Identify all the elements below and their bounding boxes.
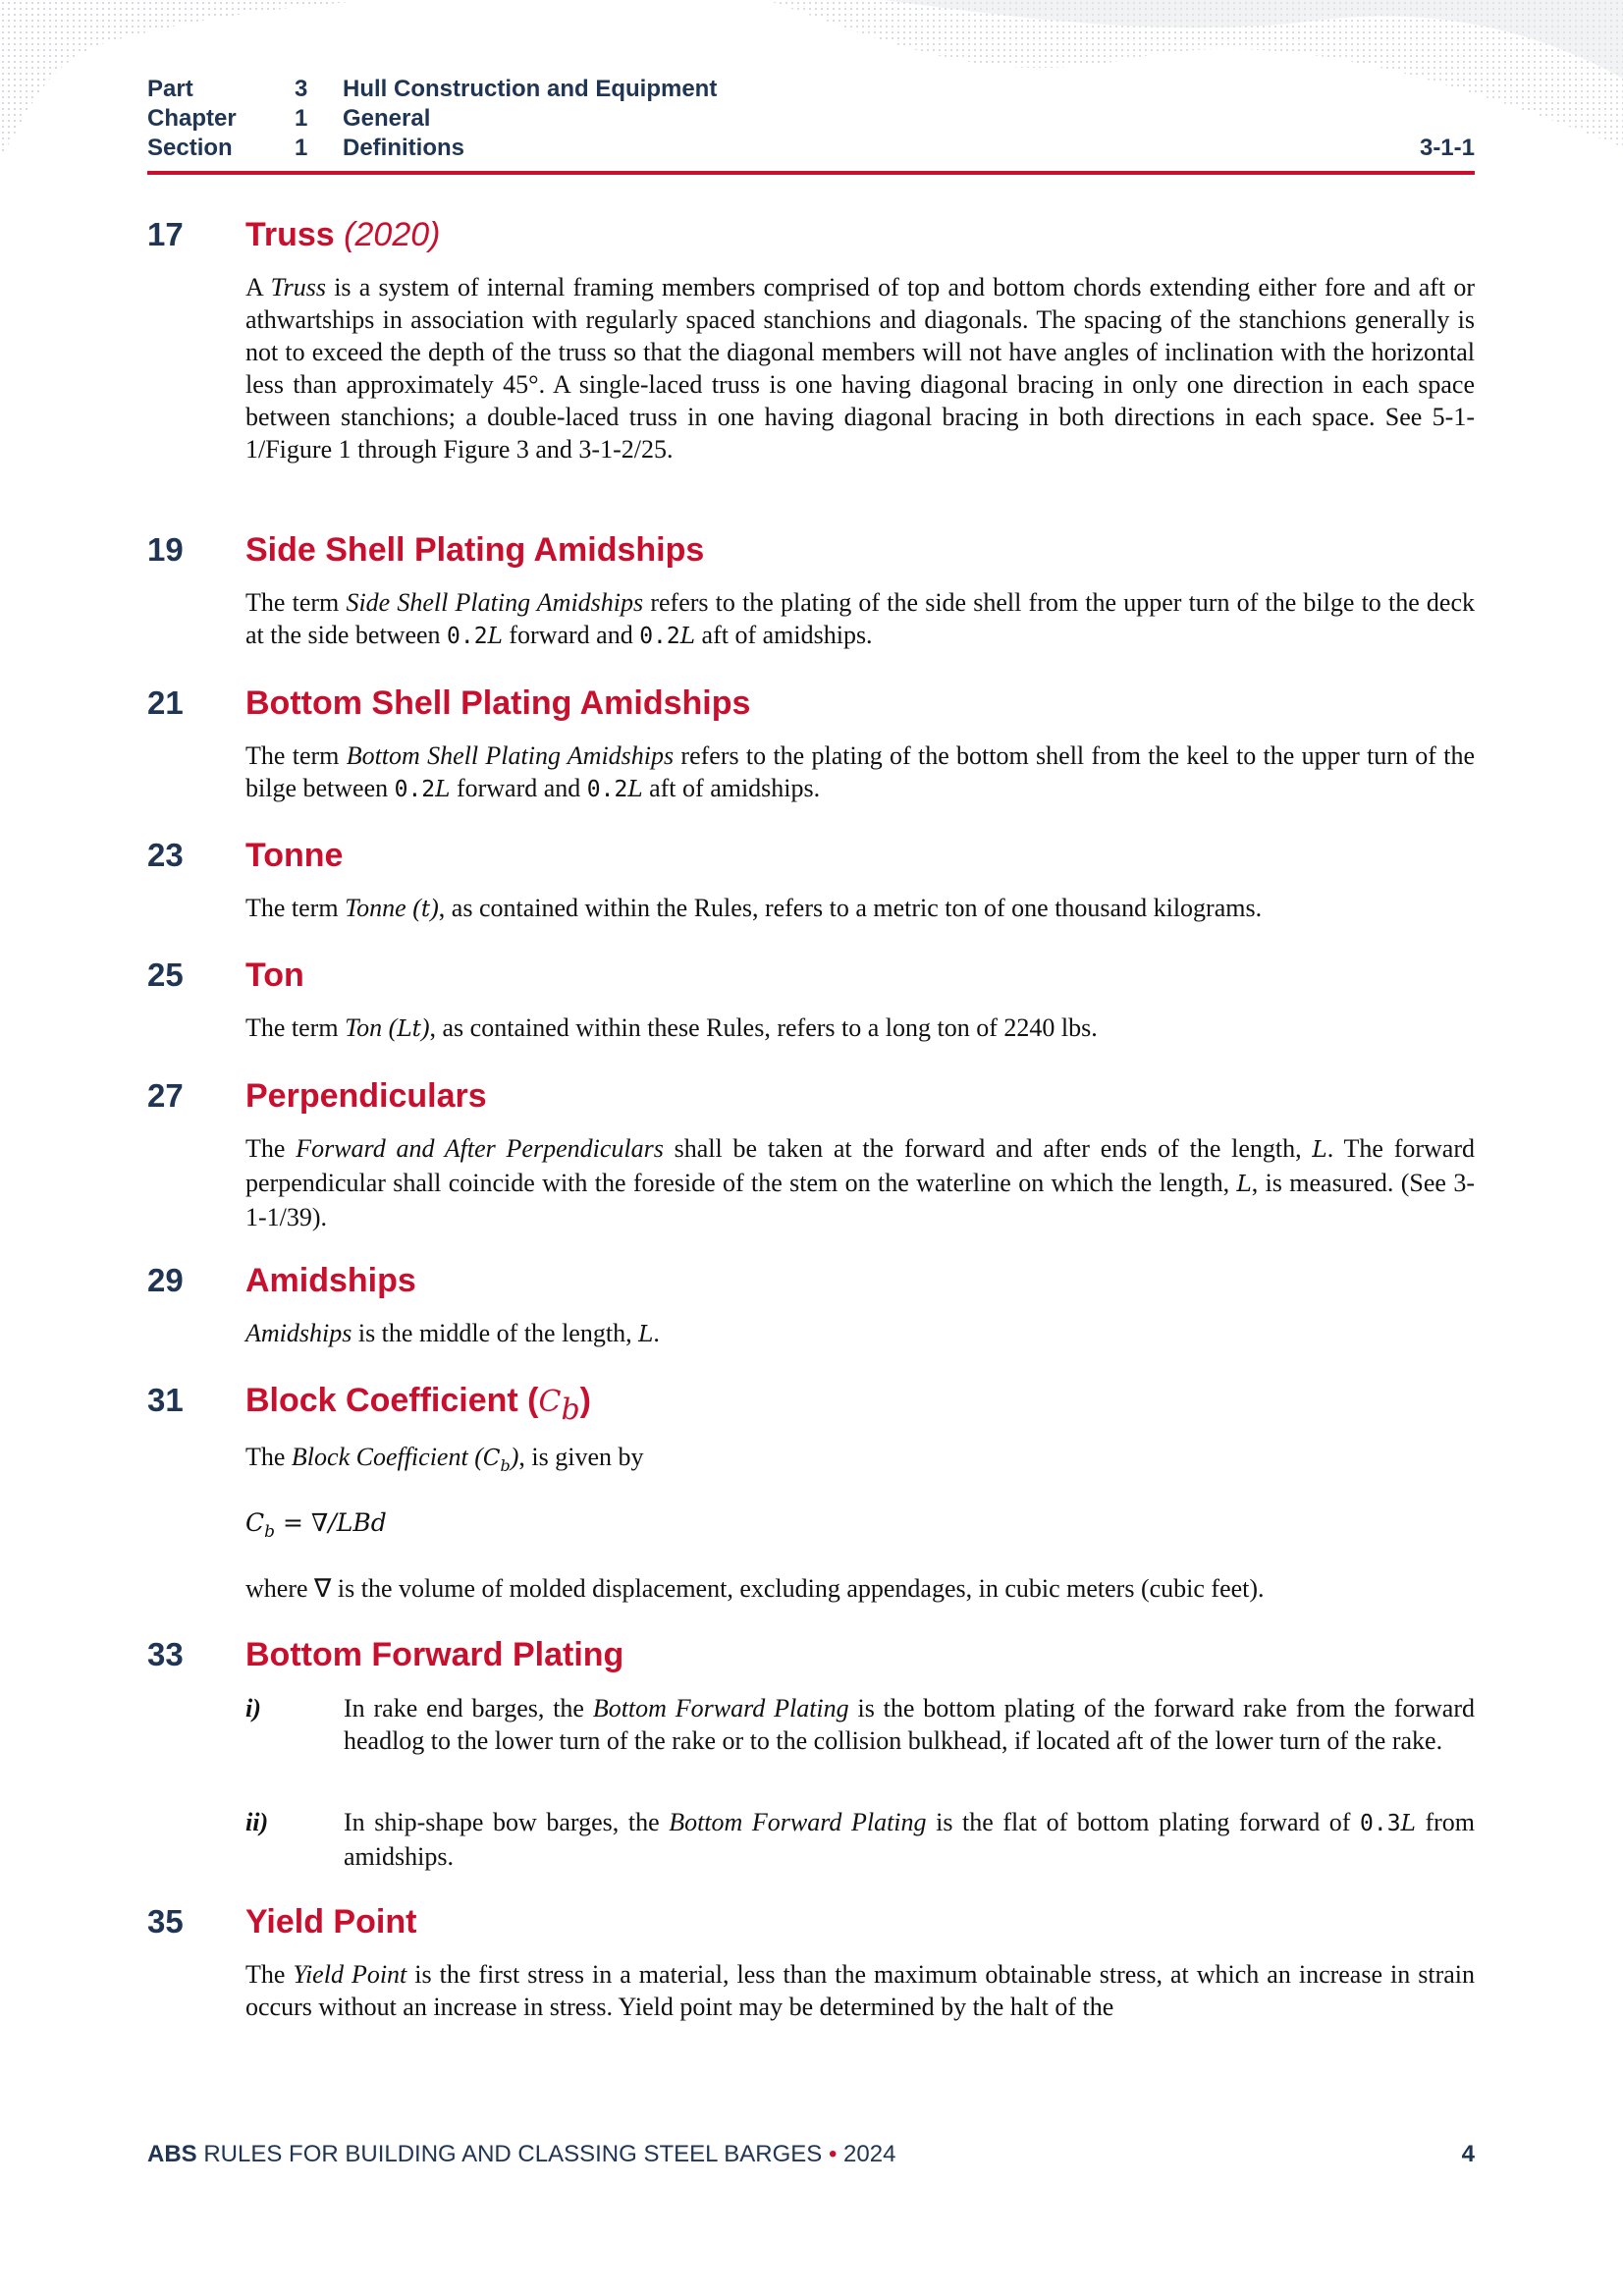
section-19-number: 19 — [147, 531, 184, 568]
header-section-number: 1 — [295, 135, 308, 161]
section-17-year: (2020) — [344, 216, 441, 253]
section-21-number: 21 — [147, 684, 184, 721]
header-reference: 3-1-1 — [1419, 135, 1475, 161]
section-17-body: A Truss is a system of internal framing members comprised of top and bottom chords extending either fore and aft or athwartships in association with regularly spaced stanchions and diagonals. The spacing of the stanchions generally is not to exceed the depth of the truss so that the diagonal members will not have angles of inclination with the horizontal less than approximately 45°. A single-laced truss is one having diagonal bracing in only one direction in each space between stanchions; a double-laced truss in one having diagonal bracing in both directions in each space. See 5-1-1/Figure 1 through Figure 3 and 3-1-2/25. — [245, 273, 1476, 464]
section-35-body: The Yield Point is the first stress in a material, less than the maximum obtainable stress, at which an increase in strain occurs without an increase in stress. Yield point may be determined by the halt of the — [245, 1960, 1475, 2021]
section-31-title: Block Coefficient $(C_b)$ — [245, 1382, 591, 1427]
section-27-body: The Forward and After Perpendiculars shall be taken at the forward and after ends of the length, L. The forward perpendicular shall coincide with the foreside of the stem on the waterline on which the length, L, is measured. (See 3-1-1/39). — [245, 1134, 1475, 1231]
list-item-label: i) — [245, 1694, 261, 1722]
section-25-number: 25 — [147, 957, 184, 993]
section-17-title — [245, 215, 440, 254]
footer-title: ABS RULES FOR BUILDING AND CLASSING STEEL BARGES • 2024 — [147, 2141, 896, 2167]
section-25-body: The term Ton (Lt), as contained within these Rules, refers to a long ton of 2240 lbs. — [245, 1013, 1098, 1042]
section-35-title: Yield Point — [245, 1903, 417, 1941]
section-29-title: Amidships — [245, 1262, 416, 1299]
section-19-title: Side Shell Plating Amidships — [245, 531, 705, 569]
header-section-label: Section — [147, 135, 233, 161]
header-chapter-title: General — [343, 105, 431, 132]
section-31-where: where ∇ is the volume of molded displacement, excluding appendages, in cubic meters (cubic feet). — [245, 1574, 1265, 1603]
running-header — [147, 75, 1475, 175]
section-27-title: Perpendiculars — [245, 1077, 487, 1115]
header-part-number: 3 — [295, 76, 308, 102]
section-23-number: 23 — [147, 837, 184, 873]
header-part-label: Part — [147, 76, 193, 102]
section-17-number: 17 — [147, 216, 184, 252]
page-footer — [147, 2137, 1475, 2172]
list-item: In rake end barges, the Bottom Forward Plating is the bottom plating of the forward rake from the forward headlog to the lower turn of the rake or to the collision bulkhead, if located aft of the lower turn of the rake. — [344, 1694, 1475, 1755]
section-33-number: 33 — [147, 1636, 184, 1672]
list-item-label: ii) — [245, 1808, 269, 1836]
header-rule — [147, 171, 1475, 175]
section-31-number: 31 — [147, 1382, 184, 1418]
section-21-title: Bottom Shell Plating Amidships — [245, 684, 751, 722]
section-19-body: The term Side Shell Plating Amidships refers to the plating of the side shell from the upper turn of the bilge to the deck at the side between 0.2L forward and 0.2L aft of amidships. — [245, 588, 1476, 649]
header-chapter-label: Chapter — [147, 105, 237, 132]
section-29-number: 29 — [147, 1262, 184, 1298]
header-part-title: Hull Construction and Equipment — [343, 76, 718, 102]
section-21-body: The term Bottom Shell Plating Amidships refers to the plating of the bottom shell from the keel to the upper turn of the bilge between 0.2L forward and 0.2L aft of amidships. — [245, 741, 1475, 802]
section-31-body: The Block Coefficient $(C_b)$, is given by — [245, 1443, 644, 1476]
section-33-title: Bottom Forward Plating — [245, 1636, 624, 1673]
section-29-body: Amidships is the middle of the length, L. — [245, 1319, 660, 1347]
footer-abs-logo: ABS — [147, 2141, 197, 2167]
section-17-title-text: Truss — [245, 216, 335, 253]
section-23-body: The term Tonne (t), as contained within the Rules, refers to a metric ton of one thousand kilograms. — [245, 894, 1263, 922]
section-25-title: Ton — [245, 957, 304, 994]
list-item: In ship-shape bow barges, the Bottom Forward Plating is the flat of bottom plating forward of 0.3L from amidships. — [344, 1808, 1475, 1871]
header-chapter-number: 1 — [295, 105, 308, 132]
header-section-title: Definitions — [343, 135, 464, 161]
section-23-title: Tonne — [245, 837, 344, 874]
block-coefficient-formula: $C_b = \nabla/LBd$ — [245, 1508, 387, 1542]
page-number: 4 — [1461, 2141, 1475, 2167]
section-35-number: 35 — [147, 1903, 184, 1940]
section-27-number: 27 — [147, 1077, 184, 1114]
